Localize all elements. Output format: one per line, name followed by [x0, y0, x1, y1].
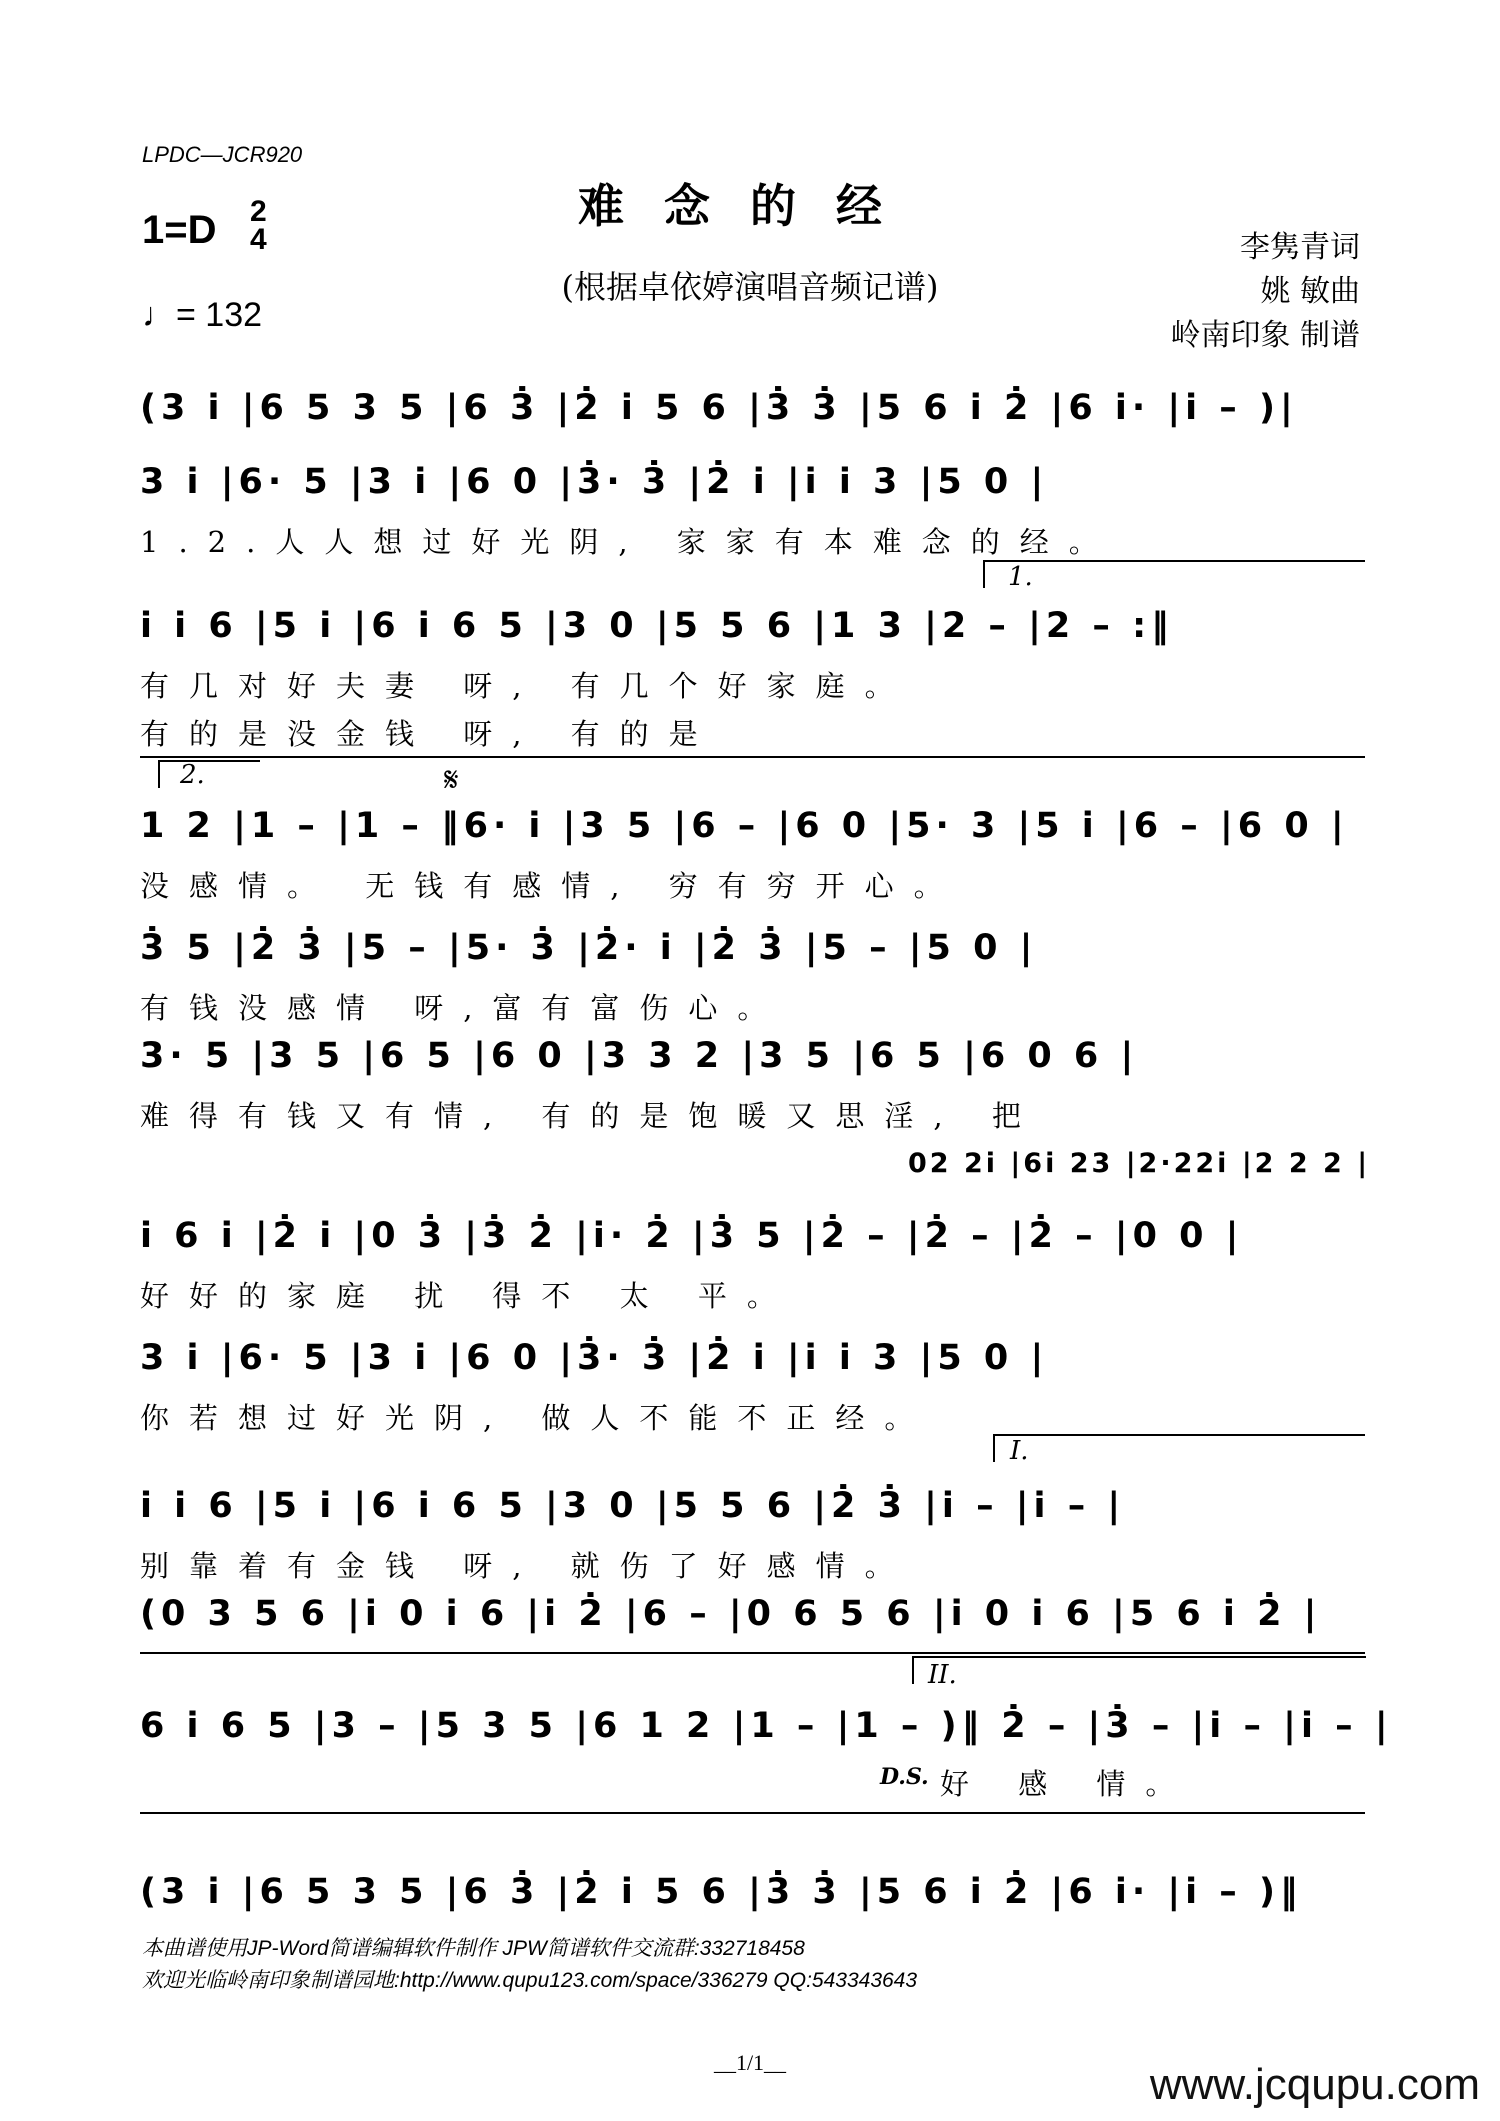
time-signature-bottom: 4 — [250, 223, 267, 256]
footer-software-note: 本曲谱使用JP-Word简谱编辑软件制作 JPW简谱软件交流群:332718458 — [142, 1937, 805, 1960]
dal-segno-mark: D.S. — [880, 1764, 929, 1790]
score-row-verse-2: i i 6 |5 i |6 i 6 5 |3 0 |5 5 6 |1 3 |2 – |2 – :‖ — [140, 606, 1174, 646]
key-signature: 1=D — [142, 208, 217, 252]
lyric-line-verse-4: 别靠着有金钱 呀, 就伤了好感情。 — [140, 1549, 914, 1583]
score-row-chorus-4: i 6 i |2̇ i |0 3̇ |3̇ 2̇ |i· 2̇ |3̇ 5 |2̇ – |2̇ – |2̇ – |0 0 | — [140, 1216, 1244, 1256]
score-row-intro: (3 i |6 5 3 5 |6 3̇ |2̇ i 5 6 |3̇ 3̇ |5 6 i 2̇ |6 i· |i – )| — [140, 388, 1298, 428]
volta-bracket-I — [993, 1434, 1365, 1462]
page-subtitle: (根据卓依婷演唱音频记谱) — [561, 268, 939, 306]
lyric-line-chorus-2: 有钱没感情 呀,富有富伤心。 — [140, 991, 787, 1025]
lyricist-credit: 李隽青词 — [1240, 230, 1360, 265]
lyric-line-chorus-4: 好好的家庭 扰 得不 太 平。 — [140, 1279, 796, 1313]
volta-bracket-1 — [983, 560, 1365, 588]
score-row-interlude-2: 6 i 6 5 |3 – |5 3 5 |6 1 2 |1 – |1 – )‖ 2̇ – |3̇ – |i – |i – | — [140, 1706, 1393, 1746]
lyric-line-chorus-1: 没感情。 无钱有感情, 穷有穷开心。 — [140, 869, 963, 903]
score-row-interlude-1: (0 3 5 6 |i 0 i 6 |i 2̇ |6 – |0 6 5 6 |i 0 i 6 |5 6 i 2̇ | — [140, 1594, 1322, 1634]
volta-label-I: I. — [1010, 1436, 1029, 1466]
lyric-line-ending: 好 感 情。 — [940, 1767, 1195, 1801]
composer-credit: 姚 敏曲 — [1260, 274, 1360, 309]
score-row-chorus-3: 3· 5 |3 5 |6 5 |6 0 |3 3 2 |3 5 |6 5 |6 0 6 | — [140, 1036, 1139, 1076]
score-row-ossia: 02 2i |6i 23 |2·22i |2 2 2 | — [908, 1148, 1371, 1179]
score-row-verse-4: i i 6 |5 i |6 i 6 5 |3 0 |5 5 6 |2̇ 3̇ |i – |i – | — [140, 1486, 1126, 1526]
volta-bracket-2 — [158, 760, 260, 788]
score-row-chorus-2: 3̇ 5 |2̇ 3̇ |5 – |5· 3̇ |2̇· i |2̇ 3̇ |5 – |5 0 | — [140, 928, 1038, 968]
score-row-verse-1: 3 i |6· 5 |3 i |6 0 |3̇· 3̇ |2̇ i |i i 3 |5 0 | — [140, 462, 1049, 502]
section-divider-3 — [140, 1812, 1365, 1814]
lyric-line-chorus-3: 难得有钱又有情, 有的是饱暖又思淫, 把 — [140, 1099, 1041, 1133]
arranger-credit: 岭南印象 制谱 — [1170, 318, 1360, 353]
volta-label-1: 1. — [1008, 562, 1033, 592]
tempo-marking: ♩= 132 — [142, 296, 263, 334]
lyric-line-verse-1: 1.2.人人想过好光阴, 家家有本难念的经。 — [140, 525, 1118, 559]
page-title: 难念的经 — [578, 179, 922, 233]
watermark-site: www.jcqupu.com — [1149, 2060, 1480, 2109]
lyric-line-verse-2a: 有几对好夫妻 呀, 有几个好家庭。 — [140, 669, 914, 703]
time-signature — [250, 195, 267, 256]
time-signature-top: 2 — [250, 195, 267, 228]
volta-label-2: 2. — [180, 760, 205, 790]
score-row-chorus-1: 1 2 |1 – |1 – ‖6· i |3 5 |6 – |6 0 |5· 3 |5 i |6 – |6 0 | — [140, 806, 1349, 846]
segno-sign: 𝄋 — [444, 760, 459, 800]
score-row-outro: (3 i |6 5 3 5 |6 3̇ |2̇ i 5 6 |3̇ 3̇ |5 6 i 2̇ |6 i· |i – )‖ — [140, 1872, 1303, 1912]
section-divider — [140, 756, 1365, 758]
score-code: LPDC—JCR920 — [142, 142, 303, 167]
volta-label-II: II. — [928, 1660, 957, 1690]
volta-bracket-II — [912, 1656, 1366, 1684]
lyric-line-verse-3: 你若想过好光阴, 做人不能不正经。 — [140, 1401, 934, 1435]
score-row-verse-3: 3 i |6· 5 |3 i |6 0 |3̇· 3̇ |2̇ i |i i 3 |5 0 | — [140, 1338, 1049, 1378]
section-divider-2 — [140, 1652, 1365, 1654]
footer-website-note: 欢迎光临岭南印象制谱园地:http://www.qupu123.com/space/336279 QQ:543343643 — [142, 1969, 918, 1992]
page-number: __1/1__ — [713, 2050, 787, 2075]
lyric-line-verse-2b: 有的是没金钱 呀, 有的是 — [140, 717, 718, 751]
